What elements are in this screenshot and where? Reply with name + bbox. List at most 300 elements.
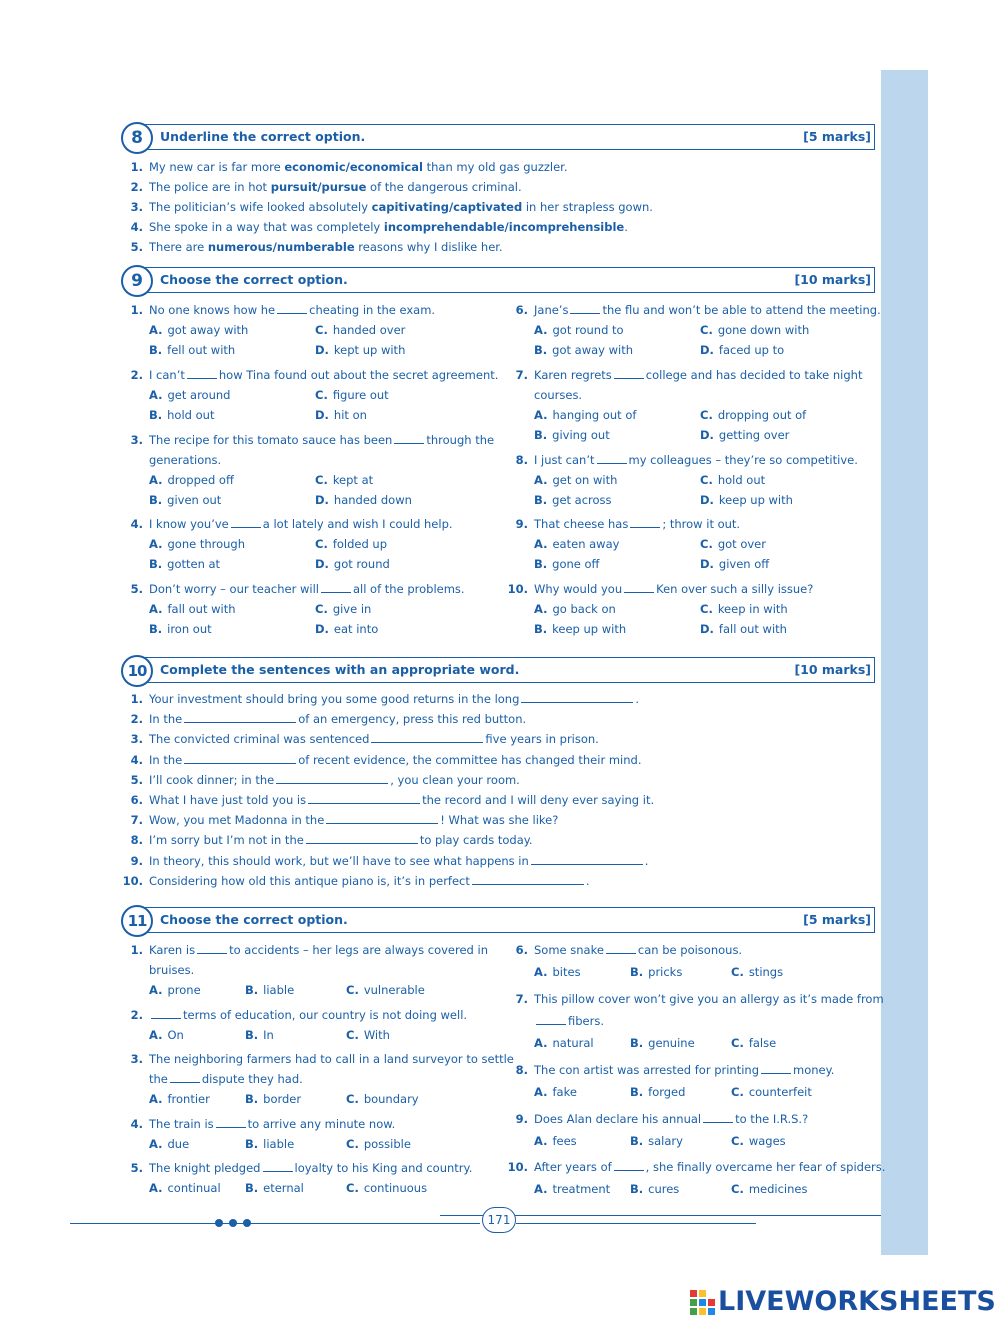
stem-text: The recipe for this tomato sauce has been: [149, 433, 393, 447]
option-letter: A.: [149, 602, 163, 616]
answer-option[interactable]: [245, 1092, 301, 1106]
sentence-text: I’m sorry but I’m not in the: [149, 833, 304, 848]
answer-option[interactable]: [149, 537, 245, 551]
answer-option[interactable]: [315, 408, 367, 422]
answer-option[interactable]: [149, 622, 212, 636]
stem-text: , she finally overcame her fear of spiders.: [645, 1160, 886, 1174]
answer-option[interactable]: [315, 557, 390, 571]
stem-continuation: [149, 1072, 303, 1086]
option-text: hit on: [333, 408, 367, 422]
answer-option[interactable]: [700, 493, 793, 507]
answer-option[interactable]: [315, 622, 378, 636]
option-text: keep up with: [718, 493, 793, 507]
page-side-bar: [881, 70, 928, 1255]
option-text: genuine: [648, 1036, 695, 1050]
stem-text: I can’t: [149, 368, 185, 382]
stem-text: can be poisonous.: [637, 943, 743, 957]
option-text: fees: [552, 1134, 577, 1148]
option-letter: C.: [731, 1134, 744, 1148]
answer-blank[interactable]: [151, 1017, 181, 1019]
answer-blank[interactable]: [197, 952, 227, 954]
answer-blank[interactable]: [570, 312, 600, 314]
answer-blank[interactable]: [371, 741, 483, 743]
option-text: given off: [718, 557, 770, 571]
answer-option[interactable]: [245, 1137, 294, 1151]
sentence-text: five years in prison.: [485, 732, 599, 747]
option-letter: C.: [315, 537, 328, 551]
option-text: gone through: [167, 537, 246, 551]
stem-text: Ken over such a silly issue?: [656, 582, 814, 596]
answer-option[interactable]: [315, 493, 412, 507]
option-letter: B.: [630, 1182, 644, 1196]
answer-blank[interactable]: [703, 1121, 733, 1123]
logo-text: LIVEWORKSHEETS: [718, 1286, 996, 1317]
section-marks: [10 marks]: [794, 662, 871, 677]
answer-option[interactable]: [534, 1036, 594, 1050]
item-number: 8.: [130, 833, 143, 848]
answer-option[interactable]: [534, 557, 599, 571]
option-text: medicines: [748, 1182, 808, 1196]
stem-text: After years of: [534, 1160, 612, 1174]
answer-blank[interactable]: [277, 312, 307, 314]
option-letter: D.: [700, 493, 714, 507]
question-number: 9.: [515, 517, 528, 531]
answer-option[interactable]: [245, 983, 294, 997]
answer-option[interactable]: [700, 323, 809, 337]
question-stem: [149, 303, 435, 317]
answer-option[interactable]: [149, 557, 220, 571]
answer-option[interactable]: [149, 1137, 189, 1151]
option-letter: B.: [149, 557, 163, 571]
sentence[interactable]: [149, 160, 568, 174]
item-number: 2.: [130, 180, 143, 194]
answer-blank[interactable]: [308, 802, 420, 804]
option-letter: C.: [700, 473, 713, 487]
answer-option[interactable]: [149, 343, 235, 357]
stem-text: to arrive any minute now.: [247, 1117, 396, 1131]
option-letter: B.: [630, 1085, 644, 1099]
answer-blank[interactable]: [394, 442, 424, 444]
option-text: possible: [363, 1137, 411, 1151]
answer-option[interactable]: [315, 473, 373, 487]
answer-blank[interactable]: [624, 591, 654, 593]
option-letter: A.: [534, 965, 548, 979]
option-pair: capitivating/captivated: [371, 200, 523, 214]
answer-blank[interactable]: [184, 721, 296, 723]
question-number: 6.: [515, 303, 528, 317]
answer-option[interactable]: [346, 1092, 419, 1106]
sentence: [149, 732, 599, 746]
answer-option[interactable]: [534, 1085, 577, 1099]
stem-text: Don’t worry – our teacher will: [149, 582, 319, 596]
option-letter: A.: [149, 323, 163, 337]
answer-option[interactable]: [149, 388, 230, 402]
answer-option[interactable]: [315, 602, 371, 616]
stem-text: I just can’t: [534, 453, 595, 467]
page-number: 171: [482, 1207, 516, 1233]
option-letter: C.: [315, 473, 328, 487]
option-letter: B.: [534, 622, 548, 636]
question-stem: [149, 517, 453, 531]
answer-option[interactable]: [731, 1182, 807, 1196]
item-number: 4.: [130, 752, 143, 767]
answer-blank[interactable]: [606, 952, 636, 954]
item-number: 3.: [130, 200, 143, 214]
sentence-text: , you clean your room.: [390, 772, 520, 787]
option-text: giving out: [552, 428, 610, 442]
sentence-text: of the dangerous criminal.: [366, 180, 522, 194]
stem-text: Does Alan declare his annual: [534, 1112, 702, 1126]
answer-option[interactable]: [534, 473, 617, 487]
logo-square-red: [708, 1299, 715, 1306]
answer-option[interactable]: [700, 428, 789, 442]
answer-option[interactable]: [149, 1092, 210, 1106]
option-letter: B.: [245, 1092, 259, 1106]
answer-option[interactable]: [630, 1085, 685, 1099]
stem-continuation: bruises.: [149, 963, 195, 977]
item-number: 4.: [130, 220, 143, 234]
option-text: dropping out of: [717, 408, 807, 422]
option-letter: A.: [534, 1134, 548, 1148]
question-stem: [534, 303, 881, 317]
answer-option[interactable]: [534, 343, 633, 357]
item-number: 5.: [130, 240, 143, 254]
answer-option[interactable]: [346, 1028, 390, 1042]
answer-option[interactable]: [534, 965, 581, 979]
answer-option[interactable]: [315, 323, 405, 337]
sentence-text: of recent evidence, the committee has changed their mind.: [298, 752, 642, 767]
item-number: 6.: [130, 793, 143, 807]
option-text: fell out with: [167, 343, 236, 357]
answer-blank[interactable]: [326, 822, 438, 824]
answer-option[interactable]: [534, 1134, 577, 1148]
answer-option[interactable]: [346, 983, 425, 997]
sentence-text: I’ll cook dinner; in the: [149, 772, 275, 787]
answer-blank[interactable]: [321, 591, 351, 593]
sentence-text: Wow, you met Madonna in the: [149, 813, 325, 828]
option-text: eaten away: [552, 537, 620, 551]
sentence-text: ! What was she like?: [440, 813, 559, 828]
option-text: continuous: [363, 1181, 428, 1195]
option-letter: A.: [149, 537, 163, 551]
option-letter: C.: [346, 983, 359, 997]
option-letter: D.: [315, 408, 329, 422]
answer-option[interactable]: [534, 323, 624, 337]
answer-option[interactable]: [149, 493, 221, 507]
answer-option[interactable]: [731, 1036, 776, 1050]
sentence-text: The politician’s wife looked absolutely: [149, 200, 372, 214]
answer-blank[interactable]: [184, 762, 296, 764]
option-text: folded up: [332, 537, 388, 551]
section-marks: [5 marks]: [803, 912, 871, 927]
sentence-text: than my old gas guzzler.: [422, 160, 568, 174]
sentence-text: My new car is far more: [149, 160, 285, 174]
answer-option[interactable]: [700, 343, 784, 357]
section-number: 11: [121, 905, 153, 937]
option-pair: pursuit/pursue: [270, 180, 367, 194]
question-stem: [149, 1161, 472, 1175]
sentence-text: Considering how old this antique piano is, it’s in perfect: [149, 873, 470, 888]
stem-text: Karen is: [149, 943, 196, 957]
option-text: keep up with: [552, 622, 627, 636]
answer-option[interactable]: [315, 343, 405, 357]
answer-option[interactable]: [149, 602, 236, 616]
option-letter: C.: [700, 537, 713, 551]
option-letter: A.: [534, 408, 548, 422]
answer-blank[interactable]: [521, 701, 633, 703]
stem-continuation: [534, 1014, 604, 1028]
question-number: 3.: [130, 433, 143, 447]
answer-blank[interactable]: [630, 526, 660, 528]
answer-blank[interactable]: [614, 377, 644, 379]
stem-text: how Tina found out about the secret agreement.: [218, 368, 499, 382]
sentence-text: the record and I will deny ever saying it.: [422, 793, 655, 807]
sentence: [149, 813, 558, 827]
option-text: In: [263, 1028, 274, 1042]
option-text: pricks: [648, 965, 683, 979]
stem-text: ; throw it out.: [662, 517, 741, 531]
section-11-header: [121, 907, 875, 933]
section-title: Choose the correct option.: [160, 912, 348, 927]
sentence[interactable]: [149, 220, 628, 234]
answer-option[interactable]: [534, 602, 616, 616]
option-text: vulnerable: [363, 983, 425, 997]
answer-option[interactable]: [630, 1036, 695, 1050]
answer-blank[interactable]: [276, 782, 388, 784]
option-text: get on with: [552, 473, 618, 487]
answer-blank[interactable]: [306, 842, 418, 844]
option-letter: C.: [731, 1182, 744, 1196]
option-letter: B.: [245, 983, 259, 997]
logo-square-yellow: [699, 1290, 706, 1297]
option-letter: C.: [731, 1085, 744, 1099]
option-text: kept at: [332, 473, 374, 487]
option-text: fall out with: [718, 622, 787, 636]
option-letter: C.: [315, 388, 328, 402]
option-text: treatment: [552, 1182, 611, 1196]
question-stem: [149, 1008, 467, 1022]
option-text: faced up to: [718, 343, 785, 357]
answer-blank[interactable]: [170, 1081, 200, 1083]
logo-square-green: [690, 1299, 697, 1306]
answer-option[interactable]: [700, 473, 765, 487]
answer-blank[interactable]: [472, 883, 584, 885]
stem-text: my colleagues – they’re so competitive.: [628, 453, 858, 467]
option-text: eat into: [333, 622, 379, 636]
answer-blank[interactable]: [263, 1170, 293, 1172]
answer-option[interactable]: [534, 537, 619, 551]
sentence-text: In theory, this should work, but we’ll have to see what happens in: [149, 853, 529, 868]
answer-blank[interactable]: [216, 1126, 246, 1128]
answer-option[interactable]: [534, 493, 612, 507]
option-text: With: [363, 1028, 390, 1042]
section-number: 8: [121, 122, 153, 154]
sentence-text: reasons why I dislike her.: [354, 240, 503, 254]
sentence: [149, 692, 639, 706]
answer-blank[interactable]: [536, 1023, 566, 1025]
question-number: 2.: [130, 1008, 143, 1022]
option-text: keep in with: [717, 602, 788, 616]
section-number: 10: [121, 655, 153, 687]
stem-continuation: courses.: [534, 388, 583, 402]
option-text: natural: [552, 1036, 594, 1050]
answer-option[interactable]: [534, 408, 636, 422]
option-text: eternal: [263, 1181, 304, 1195]
answer-option[interactable]: [149, 323, 248, 337]
stem-text: The train is: [149, 1117, 214, 1131]
question-number: 6.: [515, 943, 528, 957]
stem-text: The neighboring farmers had to call in a land surveyor to settle: [149, 1052, 514, 1066]
option-letter: B.: [534, 343, 548, 357]
stem-text: loyalty to his King and country.: [294, 1161, 473, 1175]
answer-option[interactable]: [245, 1181, 304, 1195]
stem-text: Why would you: [534, 582, 623, 596]
question-stem: [534, 582, 813, 596]
question-stem: [149, 433, 494, 447]
section-title: Choose the correct option.: [160, 272, 348, 287]
option-text: iron out: [167, 622, 212, 636]
answer-option[interactable]: [149, 1181, 221, 1195]
option-text: fake: [552, 1085, 577, 1099]
option-letter: B.: [149, 622, 163, 636]
stem-text: Karen regrets: [534, 368, 612, 382]
footer-dot: [243, 1219, 251, 1227]
stem-text: The knight pledged: [149, 1161, 261, 1175]
stem-text: fibers.: [568, 1014, 604, 1028]
question-number: 5.: [130, 582, 143, 596]
answer-option[interactable]: [700, 622, 787, 636]
question-number: 8.: [515, 1063, 528, 1077]
section-9-header: [121, 267, 875, 293]
section-10-header: [121, 657, 875, 683]
option-letter: A.: [534, 602, 548, 616]
question-number: 7.: [515, 992, 528, 1006]
answer-option[interactable]: [149, 1028, 184, 1042]
answer-option[interactable]: [700, 602, 788, 616]
sentence-text: She spoke in a way that was completely: [149, 220, 384, 234]
answer-blank[interactable]: [187, 377, 217, 379]
answer-option[interactable]: [700, 408, 806, 422]
answer-option[interactable]: [630, 1134, 683, 1148]
option-text: get around: [167, 388, 231, 402]
answer-option[interactable]: [731, 1134, 786, 1148]
answer-blank[interactable]: [531, 863, 643, 865]
option-letter: C.: [731, 965, 744, 979]
question-number: 2.: [130, 368, 143, 382]
question-number: 1.: [130, 943, 143, 957]
option-text: fall out with: [167, 602, 236, 616]
sentence-text: The convicted criminal was sentenced: [149, 732, 370, 747]
option-text: false: [748, 1036, 777, 1050]
option-letter: C.: [315, 323, 328, 337]
option-letter: A.: [534, 323, 548, 337]
option-text: cures: [648, 1182, 680, 1196]
answer-option[interactable]: [534, 1182, 610, 1196]
answer-blank[interactable]: [597, 462, 627, 464]
sentence-text: What I have just told you is: [149, 793, 307, 807]
answer-blank[interactable]: [231, 526, 261, 528]
item-number: 1.: [130, 692, 143, 706]
answer-option[interactable]: [245, 1028, 274, 1042]
sentence-text: In the: [149, 752, 183, 767]
answer-option[interactable]: [630, 965, 682, 979]
option-text: due: [167, 1137, 190, 1151]
answer-option[interactable]: [346, 1181, 427, 1195]
sentence[interactable]: [149, 200, 653, 214]
sentence-text: .: [644, 853, 649, 868]
option-letter: B.: [630, 965, 644, 979]
option-pair: incomprehendable/incomprehensible: [383, 220, 625, 234]
question-stem: [149, 943, 488, 957]
sentence[interactable]: [149, 240, 503, 254]
answer-option[interactable]: [534, 428, 610, 442]
option-letter: D.: [700, 557, 714, 571]
option-letter: D.: [315, 493, 329, 507]
answer-option[interactable]: [700, 537, 766, 551]
footer-dot: [229, 1219, 237, 1227]
logo-square-green: [690, 1308, 697, 1315]
logo-square-blue: [708, 1308, 715, 1315]
option-letter: B.: [245, 1137, 259, 1151]
option-text: get across: [552, 493, 612, 507]
answer-option[interactable]: [700, 557, 769, 571]
question-stem: [534, 992, 884, 1006]
option-text: hanging out of: [552, 408, 637, 422]
question-stem: [534, 1112, 808, 1126]
option-letter: A.: [149, 473, 163, 487]
option-letter: C.: [346, 1092, 359, 1106]
option-text: handed over: [332, 323, 406, 337]
answer-option[interactable]: [731, 1085, 812, 1099]
stem-text: the flu and won’t be able to attend the meeting.: [602, 303, 881, 317]
item-number: 9.: [130, 853, 143, 868]
option-text: hold out: [167, 408, 215, 422]
stem-text: to the I.R.S.?: [735, 1112, 809, 1126]
stem-text: a lot lately and wish I could help.: [262, 517, 453, 531]
option-text: gone off: [552, 557, 600, 571]
answer-option[interactable]: [315, 537, 387, 551]
option-pair: numerous/numberable: [207, 240, 355, 254]
option-text: salary: [648, 1134, 683, 1148]
answer-blank[interactable]: [614, 1169, 644, 1171]
answer-option[interactable]: [346, 1137, 411, 1151]
option-letter: C.: [700, 408, 713, 422]
option-text: go back on: [552, 602, 616, 616]
sentence-text: .: [624, 220, 628, 234]
option-letter: C.: [346, 1028, 359, 1042]
option-text: got over: [717, 537, 766, 551]
answer-option[interactable]: [534, 622, 626, 636]
sentence-text: to play cards today.: [419, 833, 533, 848]
item-number: 2.: [130, 712, 143, 727]
option-text: boundary: [363, 1092, 419, 1106]
answer-option[interactable]: [149, 983, 201, 997]
answer-option[interactable]: [149, 473, 234, 487]
stem-text: Jane’s: [534, 303, 569, 317]
question-stem: [534, 368, 862, 382]
answer-option[interactable]: [315, 388, 389, 402]
sentence-text: There are: [149, 240, 208, 254]
option-letter: B.: [149, 493, 163, 507]
question-number: 10.: [507, 582, 528, 596]
option-text: stings: [748, 965, 784, 979]
option-text: kept up with: [333, 343, 406, 357]
answer-option[interactable]: [630, 1182, 679, 1196]
sentence[interactable]: [149, 180, 522, 194]
answer-option[interactable]: [731, 965, 783, 979]
answer-option[interactable]: [149, 408, 214, 422]
answer-blank[interactable]: [761, 1072, 791, 1074]
